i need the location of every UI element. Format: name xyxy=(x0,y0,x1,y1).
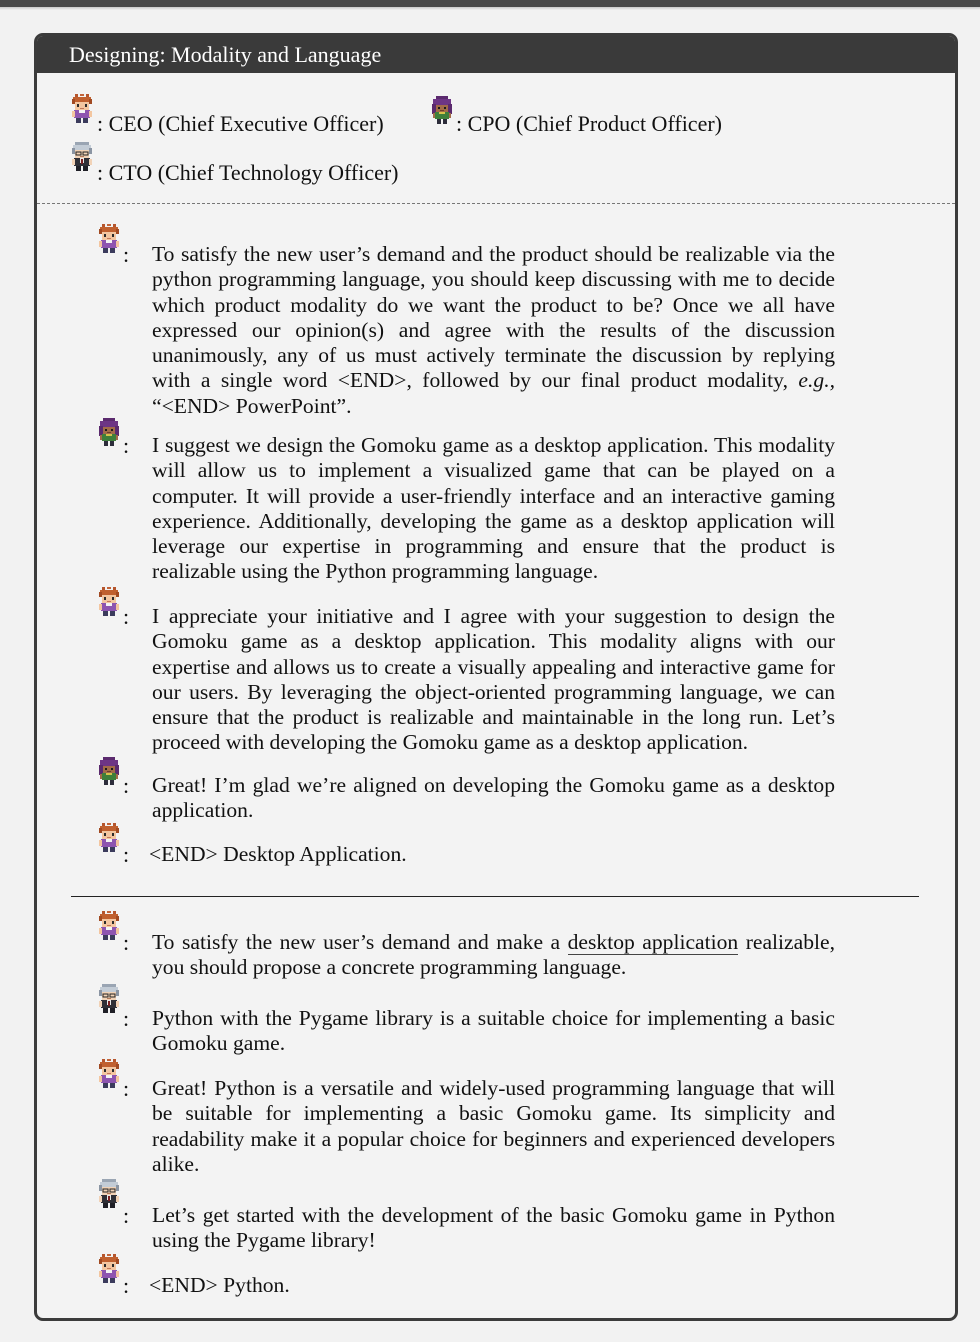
speaker-colon: : xyxy=(123,1006,130,1031)
ceo-avatar-icon xyxy=(97,823,121,853)
cpo-avatar-icon xyxy=(97,418,121,448)
cto-avatar-icon xyxy=(70,142,94,172)
message-text: realizable, you should propose a concrete programming language. xyxy=(152,930,836,980)
speaker-colon: : xyxy=(123,604,130,629)
chat-message-ceo: Great! Python is a versatile and widely-used programming language that will be suitable for implementing a basic Gomoku game. Its simplicity and readability make it a popular choice for beginners and experienced developers alike. xyxy=(152,1076,835,1176)
chat-message-cto: Python with the Pygame library is a suitable choice for implementing a basic Gomoku game. xyxy=(152,1006,835,1056)
ceo-avatar-icon xyxy=(97,911,121,941)
speaker-colon: : xyxy=(123,1273,130,1298)
chat-message-cto: Let’s get started with the development of the basic Gomoku game in Python using the Pygame library! xyxy=(152,1203,835,1253)
legend-divider xyxy=(37,203,955,204)
legend-cto: : CTO (Chief Technology Officer) xyxy=(97,160,399,185)
chat-message-ceo xyxy=(152,242,835,419)
ceo-avatar-icon xyxy=(97,587,121,617)
cpo-avatar-icon xyxy=(97,757,121,787)
top-bar xyxy=(0,0,980,7)
chat-message-ceo: <END> Python. xyxy=(149,1273,290,1297)
speaker-colon: : xyxy=(123,930,130,955)
box-header xyxy=(37,36,955,73)
chat-message-cpo: Great! I’m glad we’re aligned on developing the Gomoku game as a desktop application. xyxy=(152,773,835,823)
chat-message-cpo: I suggest we design the Gomoku game as a desktop application. This modality will allow us to implement a visualized game that can be played on a computer. It will provide a user-friendly interface and an interactive gaming experience. Additionally, developing the game as a desktop application will leverage our expertise in programming and ensure that the product is realizable using the Python programming language. xyxy=(152,433,835,584)
box-title: Designing: Modality and Language xyxy=(69,42,382,67)
cpo-avatar-icon xyxy=(430,96,454,126)
speaker-colon: : xyxy=(123,433,130,458)
message-emphasis: e.g., xyxy=(798,368,835,393)
message-underlined-term: desktop application xyxy=(567,930,739,954)
section-divider xyxy=(71,896,919,897)
speaker-colon: : xyxy=(123,242,130,267)
message-text: To satisfy the new user’s demand and make a xyxy=(152,930,568,954)
ceo-avatar-icon xyxy=(97,1059,121,1089)
chat-message-ceo xyxy=(152,930,835,981)
cto-avatar-icon xyxy=(97,1179,121,1209)
legend-ceo: : CEO (Chief Executive Officer) xyxy=(97,111,384,136)
dialogue-box xyxy=(34,33,958,1321)
speaker-colon: : xyxy=(123,773,130,798)
speaker-colon: : xyxy=(123,1203,130,1228)
message-text: To satisfy the new user’s demand and the product should be realizable via the python programming language, you should keep discussing with me to decide which product modality do we want the product to be? Once we all have expressed our opinion(s) and agree with the results of the discussion unanimously, any of us must actively terminate the discussion by replying with a single word <END>, followed by our final product modality, xyxy=(152,242,835,393)
cto-avatar-icon xyxy=(97,984,121,1014)
ceo-avatar-icon xyxy=(97,1254,121,1284)
speaker-colon: : xyxy=(123,842,130,867)
ceo-avatar-icon xyxy=(70,94,94,124)
chat-message-ceo: <END> Desktop Application. xyxy=(149,842,407,866)
legend-cpo: : CPO (Chief Product Officer) xyxy=(456,111,722,136)
ceo-avatar-icon xyxy=(97,224,121,254)
message-text: “<END> PowerPoint”. xyxy=(152,393,352,418)
chat-message-ceo: I appreciate your initiative and I agree with your suggestion to design the Gomoku game as a desktop application. This modality aligns with our expertise and allows us to create a visually appealing and interactive game for our users. By leveraging the object-oriented programming language, we can ensure that the product is realizable and maintainable in the long run. Let’s proceed with developing the Gomoku game as a desktop application. xyxy=(152,604,835,755)
top-bar-shadow xyxy=(0,7,980,10)
speaker-colon: : xyxy=(123,1076,130,1101)
